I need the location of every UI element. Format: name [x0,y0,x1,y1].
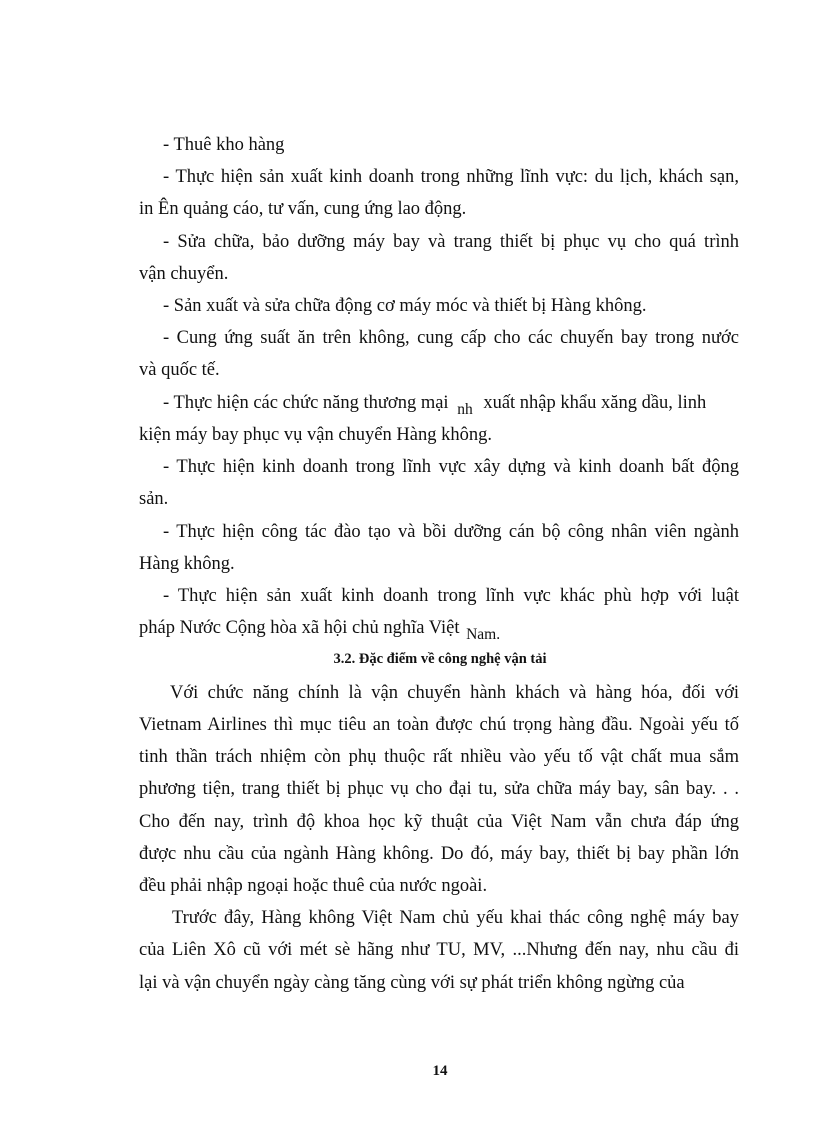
text-line: sản. [139,489,169,509]
paragraph-line: lại và vận chuyển ngày càng tăng cùng với sự phát triển không ngừng của [139,973,685,993]
list-item: - Thuê kho hàng [163,135,285,155]
text-line [139,617,816,643]
list-item: - Thực hiện kinh doanh trong lĩnh vực xây dựng và kinh doanh bất động [163,457,739,477]
list-item: - Cung ứng suất ăn trên không, cung cấp cho các chuyến bay trong nước [163,328,739,348]
paragraph-line: được nhu cầu của ngành Hàng không. Do đó, máy bay, thiết bị bay phần lớn [139,844,739,864]
text-segment: xuất nhập khẩu xăng dầu, linh [483,393,707,413]
paragraph-line: Vietnam Airlines thì mục tiêu an toàn được chú trọng hàng đầu. Ngoài yếu tố [139,715,739,735]
paragraph-line: Với chức năng chính là vận chuyển hành khách và hàng hóa, đối với [170,683,739,703]
text-segment: pháp Nước Cộng hòa xã hội chủ nghĩa Việt [139,618,460,638]
paragraph-line: Cho đến nay, trình độ khoa học kỹ thuật của Việt Nam vẫn chưa đáp ứng [139,812,739,832]
paragraph-line: Trước đây, Hàng không Việt Nam chủ yếu khai thác công nghệ máy bay [172,908,739,928]
list-item: - Sửa chữa, bảo dưỡng máy bay và trang thiết bị phục vụ cho quá trình [163,232,739,252]
text-line: vận chuyển. [139,264,229,284]
paragraph-line: tinh thần trách nhiệm còn phụ thuộc rất nhiều vào yếu tố vật chất mua sắm [139,747,739,767]
text-line: Hàng không. [139,554,235,574]
text-line: kiện máy bay phục vụ vận chuyển Hàng không. [139,425,492,445]
page-number: 14 [432,1063,448,1079]
text-line: in Ên quảng cáo, tư vấn, cung ứng lao động. [139,199,467,219]
list-item [163,392,816,418]
list-item: - Thực hiện công tác đào tạo và bồi dưỡng cán bộ công nhân viên ngành [163,522,739,542]
text-segment: nh [457,401,473,418]
list-item: - Thực hiện sản xuất kinh doanh trong lĩnh vực khác phù hợp với luật [163,586,739,606]
section-title: 3.2. Đặc điểm về công nghệ vận tải [333,651,547,667]
list-item: - Thực hiện sản xuất kinh doanh trong những lĩnh vực: du lịch, khách sạn, [163,167,739,187]
text-segment: Nam. [466,626,501,643]
list-item: - Sản xuất và sửa chữa động cơ máy móc và thiết bị Hàng không. [163,296,647,316]
paragraph-line: phương tiện, trang thiết bị phục vụ cho đại tu, sửa chữa máy bay, sân bay. . . [139,779,739,799]
text-line: và quốc tế. [139,360,220,380]
paragraph-line: của Liên Xô cũ với mét sè hãng như TU, MV, ...Nhưng đến nay, nhu cầu đi [139,940,739,960]
text-segment: - Thực hiện các chức năng thương mại [163,393,449,413]
paragraph-line: đều phải nhập ngoại hoặc thuê của nước ngoài. [139,876,488,896]
